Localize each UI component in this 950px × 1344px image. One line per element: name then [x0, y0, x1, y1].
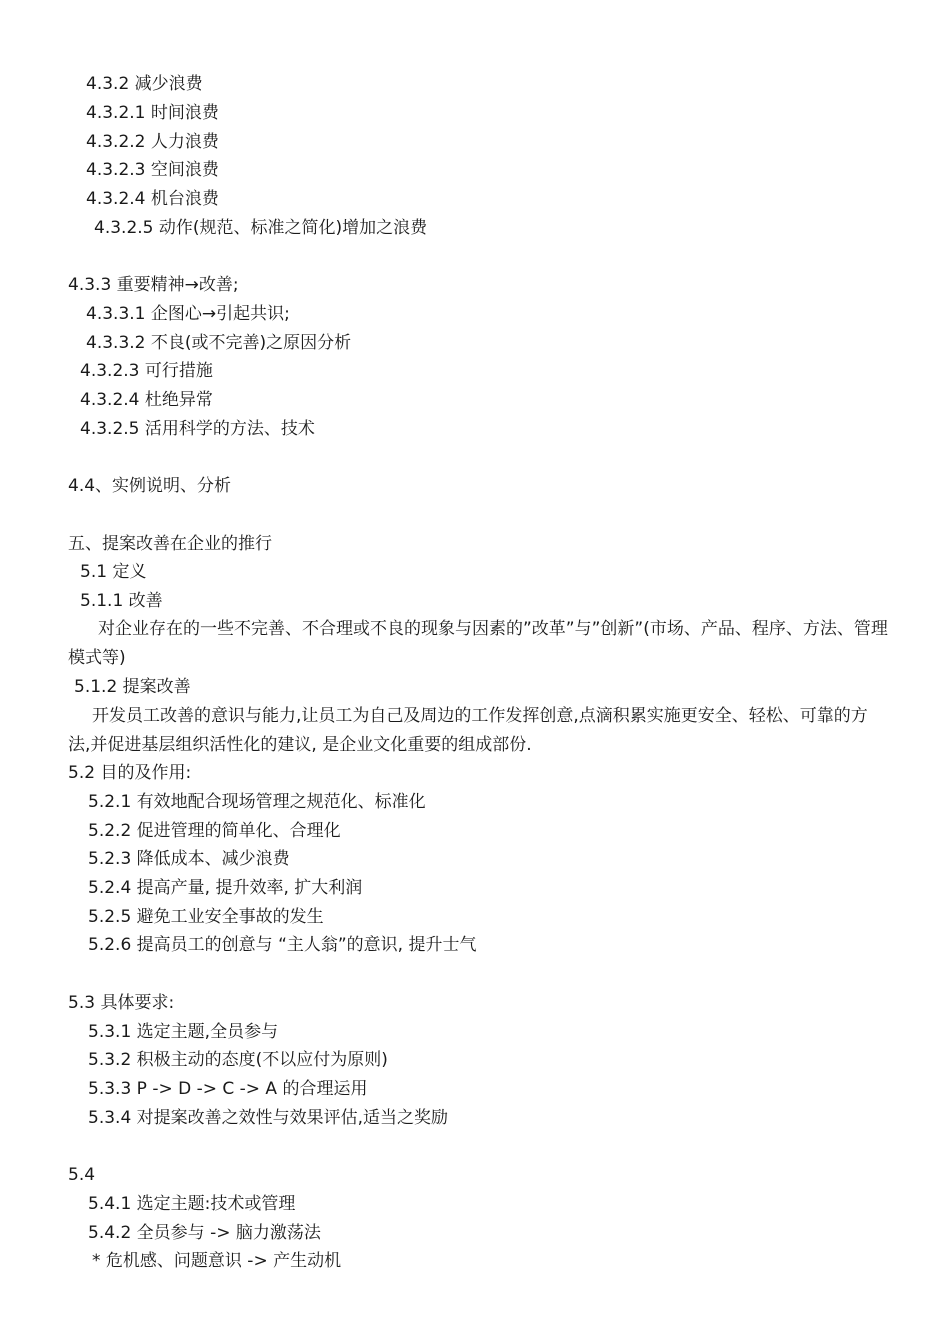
list-item: 5.2.3 降低成本、减少浪费	[88, 849, 290, 869]
list-item: 5.2.5 避免工业安全事故的发生	[88, 907, 324, 927]
section-heading-5-3: 5.3 具体要求:	[68, 993, 175, 1013]
section-heading-5-1: 5.1 定义	[80, 562, 147, 582]
list-item: 4.3.2.3 空间浪费	[86, 160, 219, 180]
list-item: 5.4.1 选定主题:技术或管理	[88, 1194, 296, 1214]
section-heading-5-2: 5.2 目的及作用:	[68, 763, 192, 783]
list-item: 4.3.2.2 人力浪费	[86, 132, 219, 152]
list-item: 4.3.2.5 活用科学的方法、技术	[80, 419, 315, 439]
list-item: 4.3.3.1 企图心→引起共识;	[86, 304, 290, 324]
list-item: 5.3.2 积极主动的态度(不以应付为原则)	[88, 1050, 388, 1070]
chapter-heading-5: 五、提案改善在企业的推行	[68, 534, 272, 554]
list-item: 4.3.2.1 时间浪费	[86, 103, 219, 123]
list-item: 5.4.2 全员参与 -> 脑力激荡法	[88, 1223, 321, 1243]
list-item: 4.3.2.4 杜绝异常	[80, 390, 213, 410]
list-item: 5.2.1 有效地配合现场管理之规范化、标准化	[88, 792, 426, 812]
section-heading-4-3-2: 4.3.2 减少浪费	[86, 74, 203, 94]
section-heading-4-3-3: 4.3.3 重要精神→改善;	[68, 275, 239, 295]
list-item: 4.3.3.2 不良(或不完善)之原因分析	[86, 333, 352, 353]
list-item: 5.2.4 提高产量, 提升效率, 扩大利润	[88, 878, 363, 898]
list-item: 5.2.2 促进管理的简单化、合理化	[88, 821, 341, 841]
section-heading-5-4: 5.4	[68, 1165, 96, 1185]
list-item: 5.3.4 对提案改善之效性与效果评估,适当之奖励	[88, 1108, 449, 1128]
section-heading-5-1-2: 5.1.2 提案改善	[74, 677, 191, 697]
list-item: 4.3.2.3 可行措施	[80, 361, 213, 381]
list-item: 5.3.1 选定主题,全员参与	[88, 1022, 279, 1042]
list-item: 4.3.2.4 机台浪费	[86, 189, 219, 209]
section-heading-4-4: 4.4、实例说明、分析	[68, 476, 232, 496]
list-item: 5.3.3 P -> D -> C -> A 的合理运用	[88, 1079, 368, 1099]
paragraph-5-1-2: 开发员工改善的意识与能力,让员工为自己及周边的工作发挥创意,点滴积累实施更安全、轻松、可靠的方法,并促进基层组织活性化的建议, 是企业文化重要的组成部份.	[68, 706, 868, 755]
paragraph-5-1-1: 对企业存在的一些不完善、不合理或不良的现象与因素的”改革”与”创新”(市场、产品、程序、方法、管理模式等)	[68, 619, 888, 668]
list-item: 4.3.2.5 动作(规范、标准之简化)增加之浪费	[94, 218, 428, 238]
section-heading-5-1-1: 5.1.1 改善	[80, 591, 163, 611]
list-item: 5.2.6 提高员工的创意与 “主人翁”的意识, 提升士气	[88, 935, 477, 955]
list-item: * 危机感、问题意识 -> 产生动机	[92, 1251, 342, 1271]
